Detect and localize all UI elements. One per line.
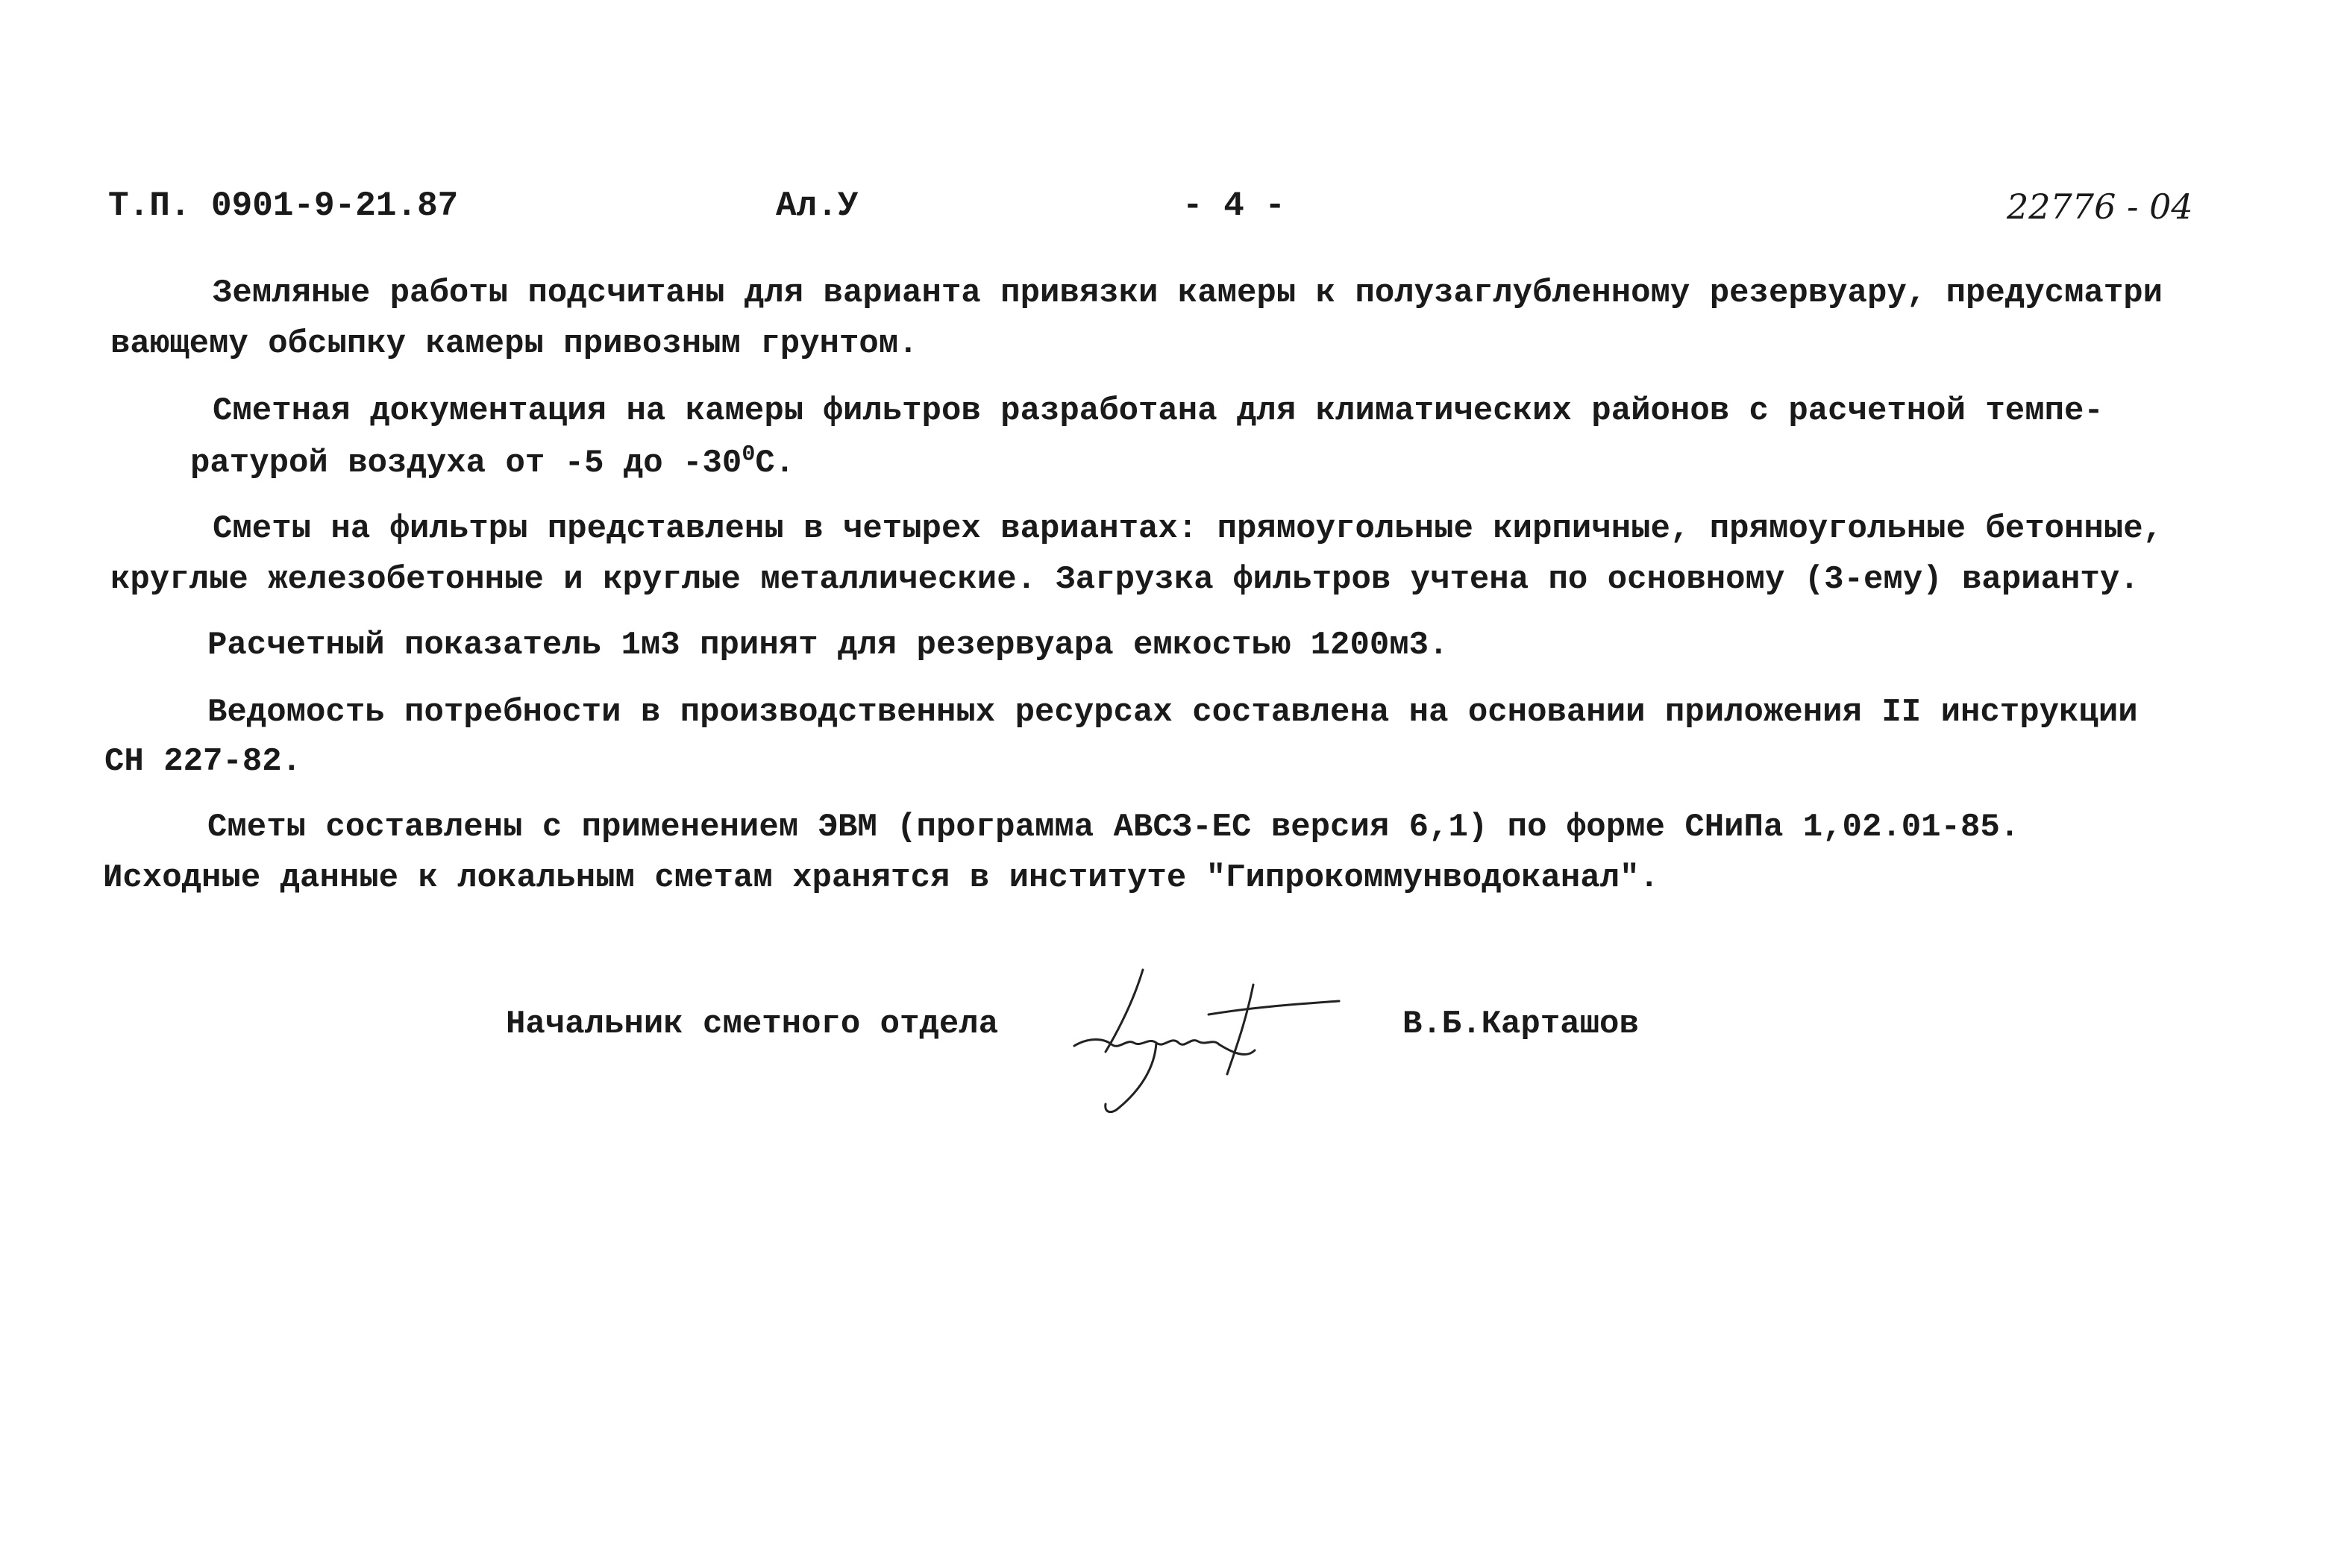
doc-code: Т.П. 0901-9-21.87: [108, 186, 459, 225]
archive-number: 22776 - 04: [2007, 186, 2193, 227]
paragraph-2-line-2-tail: С.: [755, 445, 795, 482]
paragraph-1-line-1: Земляные работы подсчитаны для варианта привязки камеры к полузаглубленному резервуару, предусматри: [213, 275, 2163, 312]
paragraph-2-line-1: Сметная документация на камеры фильтров разработана для климатических районов с расчетной темпе-: [213, 392, 2104, 430]
paragraph-2-line-2: [190, 442, 795, 482]
paragraph-5-line-2: СН 227-82.: [104, 743, 302, 780]
signatory-title: Начальник сметного отдела: [506, 1006, 999, 1043]
handwritten-signature: [1059, 955, 1373, 1126]
paragraph-6-line-1: Сметы составлены с применением ЭВМ (программа АВСЗ-ЕС версия 6,1) по форме СНиПа 1,02.01-85.: [207, 809, 2020, 846]
page-number: - 4 -: [1182, 186, 1286, 225]
paragraph-2-line-2-text: ратурой воздуха от -5 до -30: [190, 445, 742, 482]
sheet-label: Ал.У: [776, 186, 859, 225]
paragraph-1-line-2: вающему обсыпку камеры привозным грунтом.: [110, 325, 918, 363]
paragraph-5-line-1: Ведомость потребности в производственных ресурсах составлена на основании приложения II инструкции: [207, 694, 2138, 731]
paragraph-6-line-2: Исходные данные к локальным сметам хранятся в институте "Гипрокоммунводоканал".: [103, 859, 1659, 897]
degree-superscript: 0: [742, 442, 756, 468]
paragraph-4-line-1: Расчетный показатель 1м3 принят для резервуара емкостью 1200м3.: [207, 627, 1449, 664]
paragraph-3-line-2: круглые железобетонные и круглые металлические. Загрузка фильтров учтена по основному (3-ему) варианту.: [110, 561, 2140, 598]
signatory-name: В.Б.Карташов: [1402, 1006, 1639, 1043]
paragraph-3-line-1: Сметы на фильтры представлены в четырех вариантах: прямоугольные кирпичные, прямоугольные бетонные,: [213, 510, 2163, 548]
